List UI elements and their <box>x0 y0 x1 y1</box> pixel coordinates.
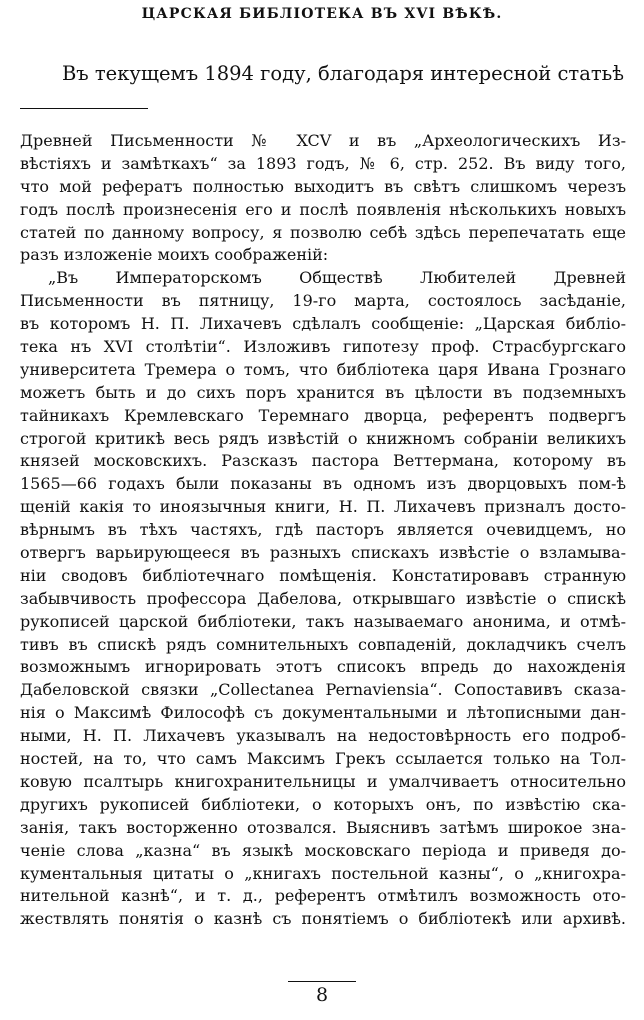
text-line: отвергъ варьирующееся въ разныхъ спискахъ извѣстiе о взламыва- <box>20 543 626 563</box>
text-line: тивъ въ спискѣ рядъ сомнительныхъ совпаденiй, докладчикъ счелъ <box>20 634 626 654</box>
text-line: Дабеловской связки „Collectanea Pernaviensia“. Сопоставивъ сказа- <box>20 680 626 700</box>
text-line: годъ послѣ произнесенiя его и послѣ появленiя нѣсколькихъ новыхъ <box>20 199 626 219</box>
footnote-divider-rule <box>20 108 148 109</box>
text-line: университета Тремера о томъ, что библiотека царя Ивана Грознаго <box>20 359 626 379</box>
text-line: Древней Письменности № XCV и въ „Археологическихъ Из- <box>20 131 626 150</box>
text-line: ностей, на то, что самъ Максимъ Грекъ ссылается только на Тол- <box>20 749 626 769</box>
text-line: „Въ Императорскомъ Обществѣ Любителей Древней <box>48 268 626 288</box>
text-line: нiя о Максимѣ Философѣ съ документальными и лѣтописными дан- <box>20 703 626 723</box>
text-line: ными, Н. П. Лихачевъ указывалъ на недостовѣрность его подроб- <box>20 726 626 746</box>
text-line: статей по данному вопросу, я позволю себѣ здѣсь перепечатать еще <box>20 222 626 242</box>
text-line: рукописей царской библiотеки, такъ называемаго анонима, и отмѣ- <box>20 611 626 631</box>
page-number-rule <box>288 981 356 982</box>
text-line: Письменности въ пятницу, 19-го марта, состоялось засѣданiе, <box>20 291 626 311</box>
opening-line: Въ текущемъ 1894 году, благодаря интересной статьѣ <box>61 62 624 85</box>
text-line: князей московскихъ. Разсказъ пастора Веттермана, которому въ <box>20 451 626 471</box>
text-line: тека нъ XVI столѣтiи“. Изложивъ гипотезу проф. Страсбургскаго <box>20 337 626 357</box>
text-line: занiя, такъ восторженно отозвался. Выяснивъ затѣмъ широкое зна- <box>20 817 626 837</box>
text-line: кументальныя цитаты о „книгахъ постельной казны“, о „книгохра- <box>20 863 626 883</box>
text-line: щенiй какiя то иноязычныя книги, Н. П. Лихачевъ призналъ досто- <box>20 497 626 517</box>
text-line: нiи сводовъ библiотечнаго помѣщенiя. Констатировавъ странную <box>20 565 626 585</box>
text-line: въ которомъ Н. П. Лихачевъ сдѣлалъ сообщенiе: „Царская библio- <box>20 314 626 334</box>
text-line: тайникахъ Кремлевскаго Теремнаго дворца, референтъ подвергъ <box>20 405 626 425</box>
text-line: ковую псалтырь книгохранительницы и умалчиваетъ относительно <box>20 771 626 791</box>
text-line: возможнымъ игнорировать этотъ списокъ впредь до нахожденiя <box>20 657 626 677</box>
text-line: другихъ рукописей библiотеки, о которыхъ онъ, по извѣстiю ска- <box>20 794 626 814</box>
body-text <box>20 130 626 931</box>
text-line: вѣрнымъ въ тѣхъ частяхъ, гдѣ пасторъ является очевидцемъ, но <box>20 520 626 540</box>
text-line: что мой рефератъ полностью выходитъ въ свѣтъ слишкомъ черезъ <box>20 176 626 196</box>
text-line: вѣстiяхъ и замѣткахъ“ за 1893 годъ, № 6, стр. 252. Въ виду того, <box>20 153 626 173</box>
text-line: нительной казнѣ“, и т. д., референтъ отмѣтилъ возможность ото- <box>20 886 626 906</box>
text-line: забывчивость профессора Дабелова, открывшаго извѣстiе о спискѣ <box>20 588 626 608</box>
text-line: ченiе слова „казна“ въ языкѣ московскаго перiода и приведя до- <box>20 840 626 860</box>
text-line: строгой критикѣ весь рядъ извѣстiй о книжномъ собранiи великихъ <box>20 428 626 448</box>
page-number: 8 <box>315 984 329 1006</box>
running-head: ЦАРСКАЯ БИБЛIОТЕКА ВЪ XVI ВѢКѢ. <box>141 6 503 22</box>
text-line: можетъ быть и до сихъ поръ хранится въ цѣлости въ подземныхъ <box>20 382 626 402</box>
text-line: разъ изложенiе моихъ соображенiй: <box>20 245 329 265</box>
text-line: 1565—66 годахъ были показаны въ одномъ изъ дворцовыхъ пом-ѣ <box>20 474 626 494</box>
text-line: жествлять понятiя о казнѣ съ понятiемъ о библiотекѣ или архивѣ. <box>20 909 626 929</box>
